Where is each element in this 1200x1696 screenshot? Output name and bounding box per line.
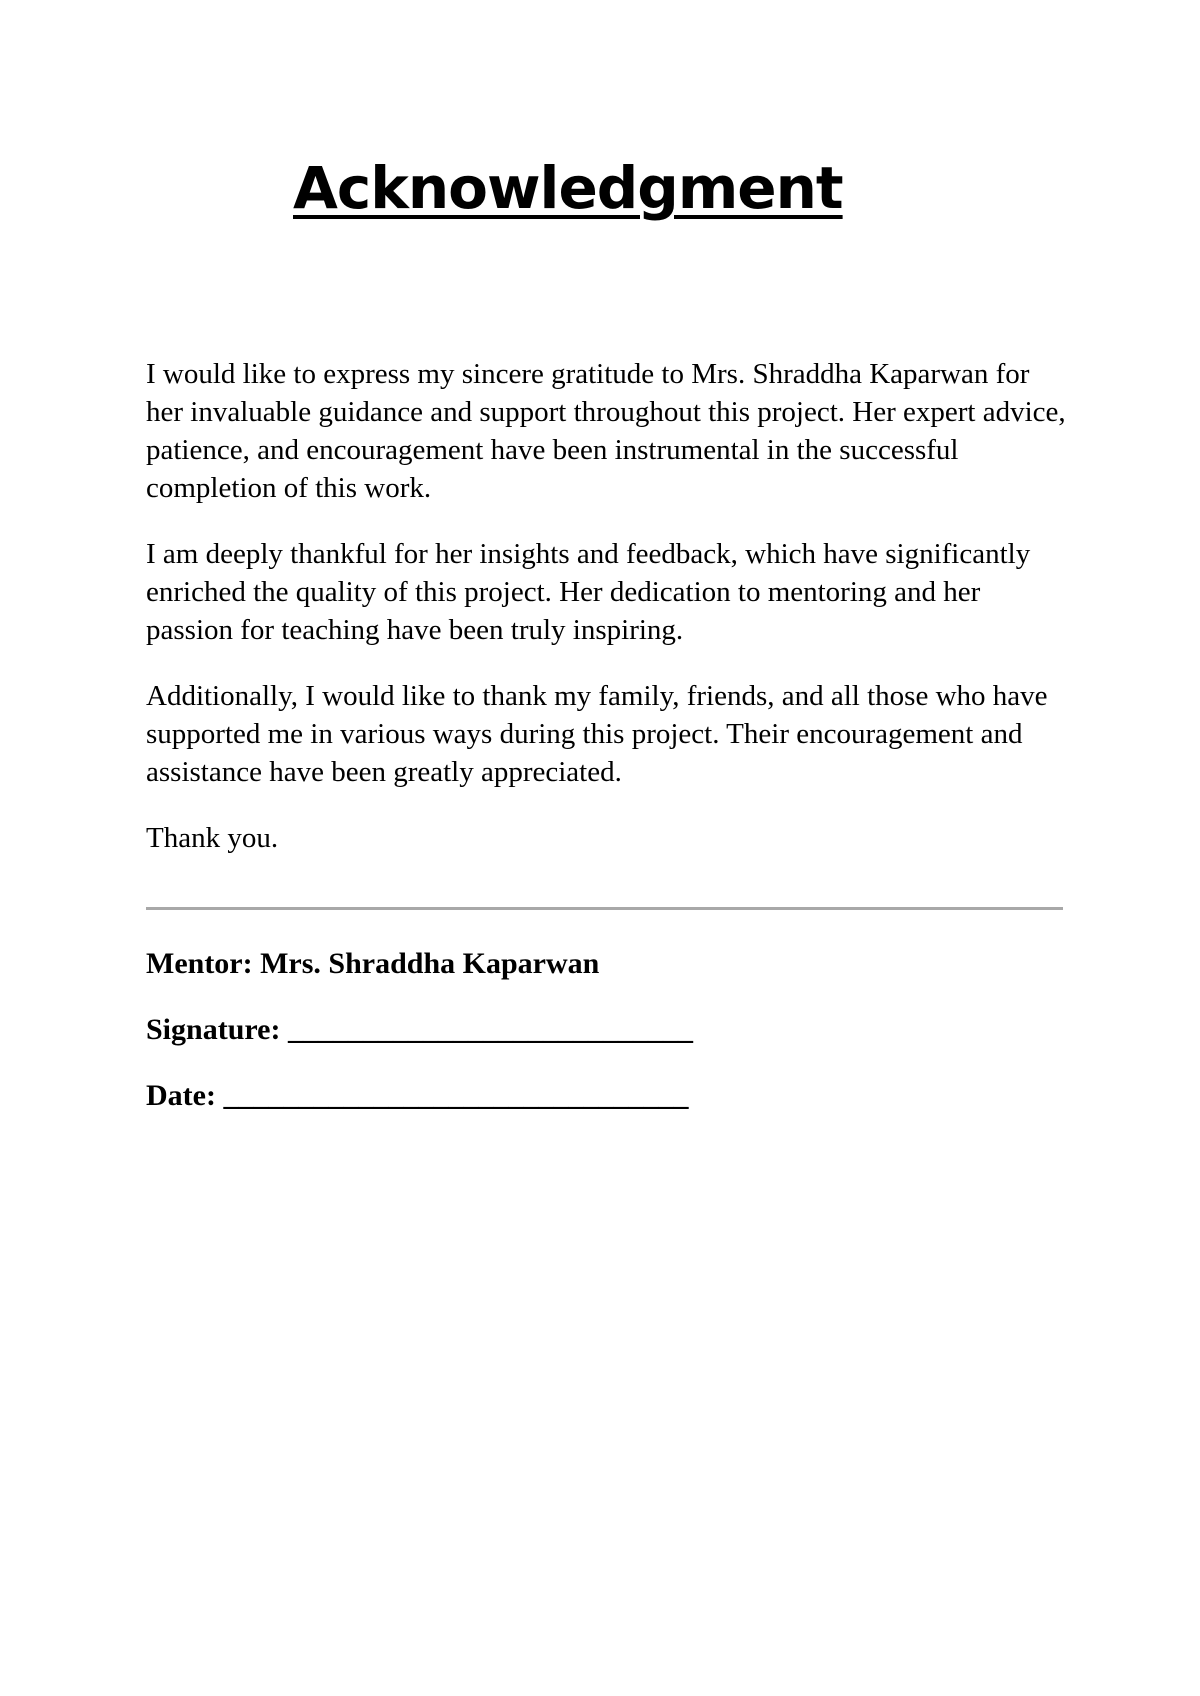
paragraph-closing: Thank you.: [146, 822, 279, 854]
date-line: Date: _______________________________: [146, 1079, 689, 1112]
paragraph-thanks-feedback: I am deeply thankful for her insights and feedback, which have significantly enriched the quality of this project. Her dedication to mentoring and her passion for teaching have been truly inspiring.: [146, 538, 1031, 646]
signature-block: [146, 945, 1066, 1143]
acknowledgment-body: [146, 355, 1066, 885]
paragraph-gratitude: I would like to express my sincere gratitude to Mrs. Shraddha Kaparwan for her invaluable guidance and support throughout this project. Her expert advice, patience, and encouragement have been instrumental in the successful completion of this work.: [146, 358, 1066, 504]
mentor-line: Mentor: Mrs. Shraddha Kaparwan: [146, 947, 600, 980]
paragraph-family-friends: Additionally, I would like to thank my family, friends, and all those who have supported me in various ways during this project. Their encouragement and assistance have been greatly appreciated.: [146, 680, 1048, 788]
horizontal-divider: [146, 907, 1063, 910]
signature-line: Signature: ___________________________: [146, 1013, 693, 1046]
page-title: Acknowledgment: [293, 154, 843, 222]
